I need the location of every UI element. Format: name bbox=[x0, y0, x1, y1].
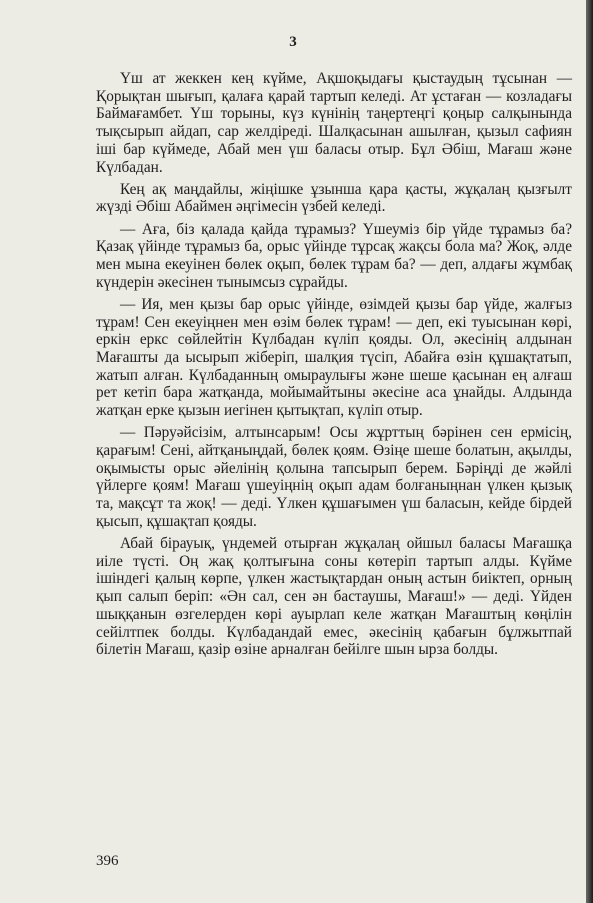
text-body bbox=[96, 70, 572, 664]
paragraph: — Аға, біз қалада қайда тұрамыз? Үшеуміз бір үйде тұрамыз ба? Қазақ үйінде тұрамыз ба, орыс үйінде тұрсақ жақсы бола ма? Жоқ, әлде мен мына екеуінен бөлек оқып, бөлек тұрам ба? — деп, алдағы жұмбақ күндерін әкесінен тынымсыз сұрайды. bbox=[96, 220, 572, 291]
page-edge-shadow bbox=[586, 0, 593, 903]
paragraph: Абай бірауық, үндемей отырған жұқалаң ойшыл баласы Мағашқа иіле түсті. Оң жақ қолтығына соны көтеріп тартып алды. Күйме ішіндегі қалың көрпе, үлкен жастықтардан оның астын биіктеп, орның қып салып беріп: «Ән сал, сен ән бастаушы, Мағаш!» — деді. Үйден шыққанын өзгелерден көрі ауырлап келе жатқан Мағаштың көңілін сейілтпек болды. Күлбадандай емес, әкесінің қабағын бұлжытпай білетін Мағаш, қазір өзіне арналған бейілге шын ырза болды. bbox=[96, 535, 572, 659]
signature-number: 3 bbox=[289, 34, 297, 50]
page-number: 396 bbox=[96, 853, 119, 869]
paragraph: Кең ақ маңдайлы, жіңішке ұзынша қара қасты, жұқалаң қызғылт жүзді Әбіш Абаймен әңгімесін үзбей келеді. bbox=[96, 180, 572, 216]
paragraph: — Ия, мен қызы бар орыс үйінде, өзімдей қызы бар үйде, жалғыз тұрам! Сен екеуіңнен мен өзім бөлек тұрам! — деп, екі туысынан көрі, еркін еркс сөйлейтін Күлбадан күліп қояды. Ол, әкесінің алдынан Мағашты да ысырып жіберіп, шалқия түсіп, Абайға өзін құшақтатып, жатып алған. Күлбаданның омыраулығы және шеше қасынан ең алғаш рет кетіп бара жатқанда, мойымайтыны әкесіне аса ұнайды. Алдында жатқан ерке қызын иегінен қытықтап, күліп отыр. bbox=[96, 295, 572, 420]
paragraph: Үш ат жеккен кең күйме, Ақшоқыдағы қыстаудың тұсынан — Қорықтан шығып, қалаға қарай тартып келеді. Ат ұстаған — козладағы Баймағамбет. Үш торыны, күз күнінің таңертеңгі қоңыр салқынында тықсырып айдап, сар желдіреді. Шалқасынан ашылған, қызыл сафиян іші бар күймеде, Абай мен үш баласы отыр. Бұл Әбіш, Мағаш және Күлбадан. bbox=[96, 70, 572, 176]
paragraph: — Пәруәйсізім, алтынсарым! Осы жұрттың бәрінен сен ермісің, қарағым! Сені, айтқаныңдай, бөлек қоям. Өзіңе шеше болатын, ақылды, оқымысты орыс әйелінің қолына тапсырып берем. Бәріңді де жәйлі үйлерге қоям! Мағаш үшеуіңнің оқып адам болғаныңнан үлкен қызық та, мақсұт та жоқ! — деді. Үлкен құшағымен үш баласын, кейде бірдей қысып, құшақтап қояды. bbox=[96, 424, 572, 530]
